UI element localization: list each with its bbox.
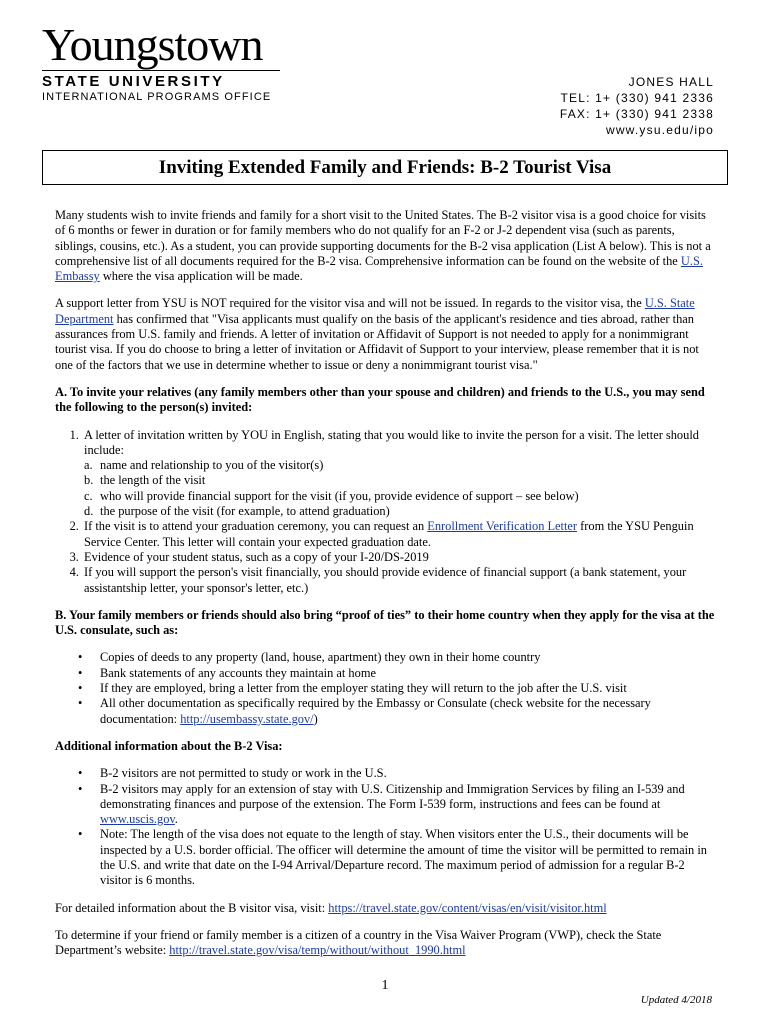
- support-paragraph: [55, 296, 715, 372]
- contact-block: [560, 74, 714, 138]
- list-item: • Bank statements of any accounts they maintain at home: [100, 666, 715, 681]
- section-a-heading: A. To invite your relatives (any family members other than your spouse and children) and friends to the U.S., you may send the following to the person(s) invited:: [55, 384, 705, 415]
- section-a-list: [55, 428, 715, 596]
- contact-building: JONES HALL: [628, 75, 714, 89]
- list-item-text-end: ): [313, 711, 318, 726]
- section-a-item-2-text-end: from the YSU Penguin Service Center. This letter will contain your expected graduation date.: [84, 519, 694, 549]
- us-embassy-link[interactable]: U.S. Embassy: [55, 253, 703, 284]
- list-item-text: B-2 visitors may apply for an extension of stay with U.S. Citizenship and Immigration Services by filing an I-539 and demonstrating finances and purpose of the extension. The Form I-539 form, instructions and fees can be found at: [100, 781, 685, 811]
- letter-contents-list: [84, 458, 715, 519]
- section-a-item-1: A letter of invitation written by YOU in English, stating that you would like to invite the person for a visit. The letter should include:: [84, 427, 699, 457]
- list-item-text: who will provide financial support for the visit (if you, provide evidence of support – see below): [100, 488, 579, 503]
- intro-text-2: where the visa application will be made.: [99, 269, 303, 284]
- list-item: [84, 458, 715, 473]
- uscis-link[interactable]: www.uscis.gov: [100, 812, 175, 827]
- additional-info-list: [55, 766, 715, 888]
- list-item: [82, 519, 715, 550]
- list-item-text: the purpose of the visit (for example, to attend graduation): [100, 504, 390, 519]
- section-b-list: [55, 650, 715, 726]
- list-item: [84, 473, 715, 488]
- enrollment-verification-link[interactable]: Enrollment Verification Letter: [427, 519, 578, 534]
- support-text-2: has confirmed that "Visa applicants must qualify on the basis of the applicant's residence and ties abroad, rather than assurances from U.S. family and friends. A letter of invitation or Affidavit of Support is not needed to apply for a nonimmigrant tourist visa. If you do choose to bring a letter of invitation or Affidavit of Support to your interview, please remember that it is not one of the factors that we use in determine whether to issue or deny a nonimmigrant tourist visa.": [55, 311, 699, 372]
- updated-date: Updated 4/2018: [640, 994, 712, 1006]
- list-marker: d.: [84, 504, 94, 519]
- list-item: [82, 565, 715, 596]
- list-item: [84, 504, 715, 519]
- logo-wordmark: Youngstown: [42, 19, 263, 70]
- page-number: 1: [381, 978, 389, 993]
- section-b-heading: B. Your family members or friends should also bring “proof of ties” to their home country when they apply for the visa at the U.S. consulate, such as:: [55, 607, 715, 638]
- state-department-link[interactable]: U.S. State Department: [55, 296, 695, 326]
- intro-paragraph: [55, 208, 715, 284]
- vwp-text: To determine if your friend or family member is a citizen of a country in the Visa Waiver Program (VWP), check the State Department’s website:: [55, 927, 662, 958]
- section-a-item-2-text: If the visit is to attend your graduation ceremony, you can request an: [84, 519, 428, 534]
- list-marker: b.: [84, 473, 94, 488]
- list-item: • Copies of deeds to any property (land, house, apartment) they own in their home country: [100, 650, 715, 665]
- section-a-item-4: If you will support the person's visit financially, you should provide evidence of financial support (a bank statement, your assistantship letter, your sponsor's letter, etc.): [84, 565, 687, 595]
- document-body: [55, 208, 715, 970]
- intro-text-1: Many students wish to invite friends and family for a short visit to the United States. The B-2 visitor visa is a good choice for visits of 6 months or fewer in duration or for family members who do not qualify for an F-2 or J-2 dependent visa (such as parents, siblings, cousins, etc.). As a student, you can provide supporting documents for the B-2 visa application (List A below). This is not a comprehensive list of all documents required for the B-2 visa. Comprehensive information can be found on the website of the: [55, 208, 711, 268]
- list-marker: c.: [84, 488, 93, 503]
- list-item: • If they are employed, bring a letter from the employer stating they will return to the job after the U.S. visit: [100, 681, 715, 696]
- vwp-paragraph: [55, 928, 715, 959]
- visitor-visa-link[interactable]: https://travel.state.gov/content/visas/en/visit/visitor.html: [328, 900, 607, 915]
- support-text-1: A support letter from YSU is NOT required for the visitor visa and will not be issued. In regards to the visitor visa, the: [55, 296, 645, 311]
- contact-website: www.ysu.edu/ipo: [605, 123, 714, 137]
- section-a-item-3: Evidence of your student status, such as a copy of your I-20/DS-2019: [84, 549, 429, 564]
- office-name: INTERNATIONAL PROGRAMS OFFICE: [42, 91, 272, 103]
- contact-phone: TEL: 1+ (330) 941 2336: [560, 91, 714, 105]
- logo-subtitle: STATE UNIVERSITY: [42, 73, 225, 90]
- detailed-info-paragraph: [55, 901, 715, 916]
- detailed-info-text: For detailed information about the B visitor visa, visit:: [55, 900, 329, 915]
- list-item-text: name and relationship to you of the visitor(s): [100, 458, 324, 473]
- university-logo: [42, 19, 282, 90]
- title-box: [42, 150, 728, 185]
- list-item: [100, 696, 715, 727]
- list-item-text-end: .: [174, 812, 178, 827]
- contact-fax: FAX: 1+ (330) 941 2338: [559, 107, 714, 121]
- usembassy-link[interactable]: http://usembassy.state.gov/: [180, 711, 314, 726]
- list-item-text: the length of the visit: [100, 473, 206, 488]
- list-item-text: All other documentation as specifically required by the Embassy or Consulate (check website for the necessary documentation:: [100, 696, 651, 726]
- page-title: Inviting Extended Family and Friends: B-2 Tourist Visa: [158, 156, 612, 178]
- list-item: [82, 428, 715, 520]
- list-item: [100, 782, 715, 828]
- additional-info-heading: Additional information about the B-2 Visa:: [55, 738, 283, 753]
- logo-divider: [42, 70, 280, 71]
- list-item: • B-2 visitors are not permitted to study or work in the U.S.: [100, 766, 715, 781]
- list-item: [82, 550, 715, 565]
- vwp-link[interactable]: http://travel.state.gov/visa/temp/without/without_1990.html: [169, 943, 466, 958]
- list-marker: a.: [84, 458, 93, 473]
- list-item: • Note: The length of the visa does not equate to the length of stay. When visitors enter the U.S., their documents will be inspected by a U.S. border official. The officer will determine the amount of time the visitor will be permitted to remain in the U.S. and write that date on the I-94 Arrival/Departure record. The maximum period of admission for a regular B-2 visitor is 6 months.: [100, 827, 715, 888]
- list-item: [84, 489, 715, 504]
